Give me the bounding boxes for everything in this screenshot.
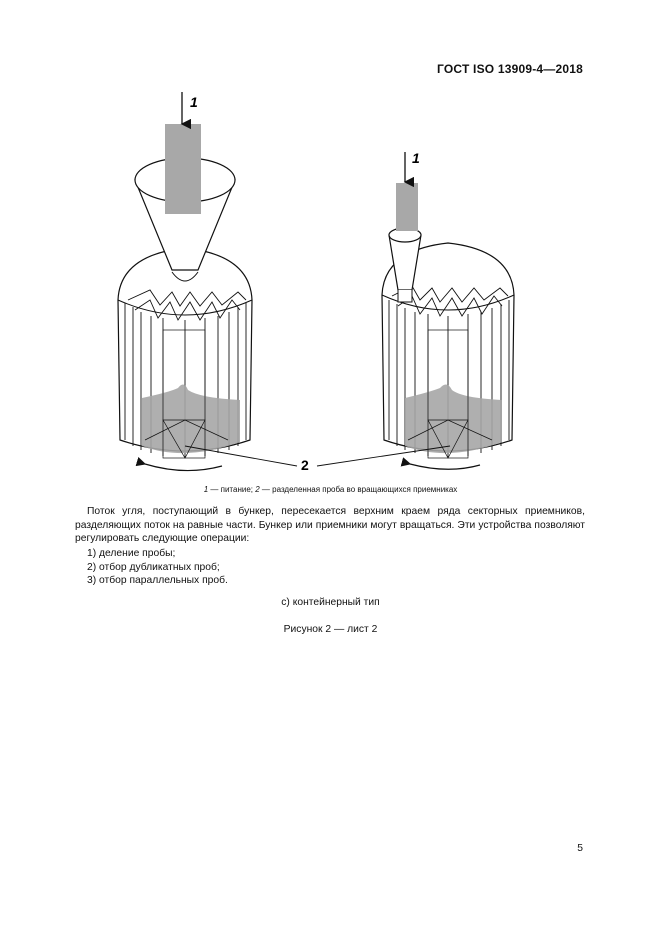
list-item: 1) деление пробы; xyxy=(87,548,176,559)
legend-text-2: — разделенная проба во вращающихся приемниках xyxy=(259,485,458,494)
page-number: 5 xyxy=(577,843,583,854)
operations-list xyxy=(75,547,228,588)
legend-number-2: 2 xyxy=(255,485,260,494)
list-item: 3) отбор параллельных проб. xyxy=(87,575,228,586)
left-rotary-divider xyxy=(118,92,252,471)
body-paragraph: Поток угля, поступающий в бункер, пересекается верхним краем ряда секторных приемников, разделяющих поток на равные части. Бункер или приемники могут вращаться. Эти устройства позволяют регулировать следующие операции: xyxy=(75,506,585,544)
legend-text-1: — питание; xyxy=(208,485,256,494)
callout-feed-left: 1 xyxy=(190,94,198,110)
callout-sample: 2 xyxy=(301,457,309,473)
figure-subtitle: с) контейнерный тип xyxy=(281,597,380,608)
document-code: ГОСТ ISO 13909-4—2018 xyxy=(437,62,583,76)
list-item: 2) отбор дубликатных проб; xyxy=(87,561,220,573)
figure-legend xyxy=(0,485,661,494)
legend-number-1: 1 xyxy=(203,485,209,494)
figure-title: Рисунок 2 — лист 2 xyxy=(283,624,378,635)
right-rotary-divider xyxy=(382,152,514,469)
callout-feed-right: 1 xyxy=(412,150,420,166)
